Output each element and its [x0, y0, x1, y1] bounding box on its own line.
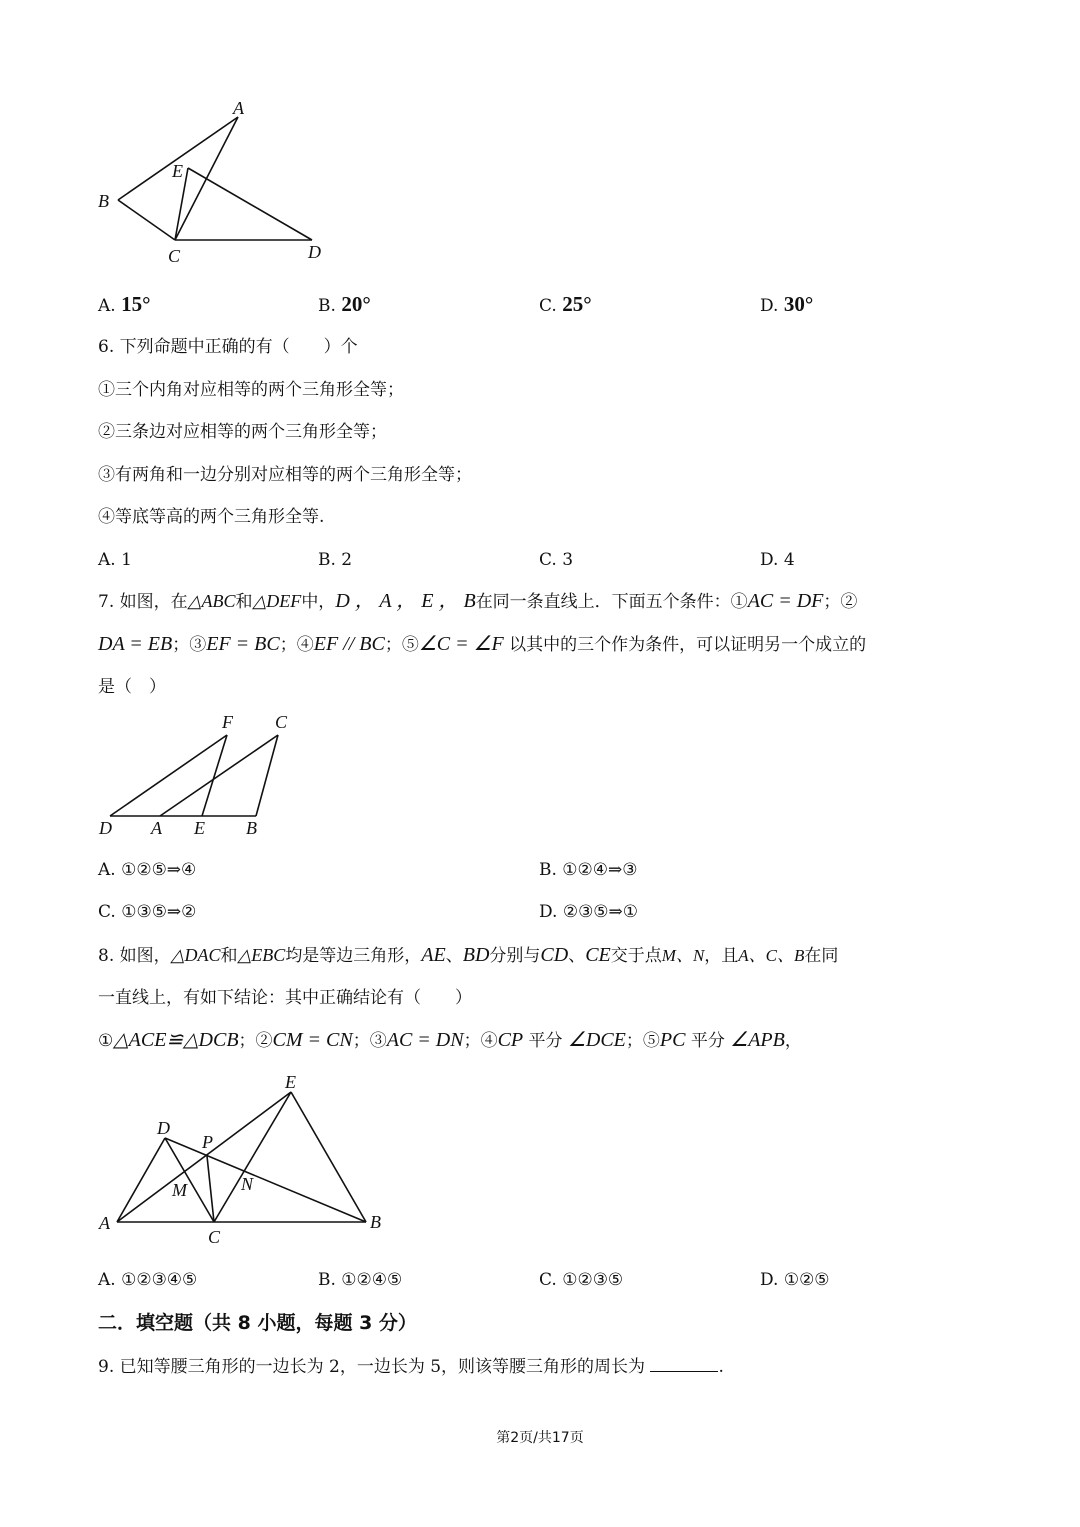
answer-blank[interactable] — [650, 1353, 718, 1372]
text: 、 — [445, 946, 463, 966]
label-D: D — [99, 818, 112, 838]
q6-item-2: ②三条边对应相等的两个三角形全等； — [98, 422, 387, 442]
q8-line-2: 一直线上，有如下结论：其中正确结论有（ ） — [98, 988, 472, 1008]
math: △ACE≌△DCB — [113, 1029, 239, 1051]
q8-line-1 — [98, 943, 838, 968]
text: ；③ — [352, 1031, 387, 1051]
q8-option-c[interactable]: C. ①②③⑤ — [539, 1270, 624, 1290]
q7-line-1 — [98, 589, 857, 614]
math: △DAC — [170, 945, 221, 965]
q6-option-c[interactable]: C. 3 — [539, 550, 574, 570]
option-letter: B. — [318, 296, 336, 316]
option-letter: D. — [760, 296, 779, 316]
label-N: N — [241, 1174, 254, 1194]
text: ；⑤ — [384, 635, 419, 655]
q6-option-a[interactable]: A. 1 — [98, 550, 132, 570]
math: △ABC — [187, 591, 236, 611]
q6-option-d[interactable]: D. 4 — [760, 550, 795, 570]
math: CP — [497, 1029, 524, 1051]
label-A: A — [99, 1213, 110, 1233]
option-letter: C. — [539, 296, 557, 316]
label-E: E — [172, 161, 183, 181]
text: ；③ — [172, 635, 207, 655]
text: 在同一条直线上．下面五个条件：① — [475, 592, 748, 612]
q5-option-c[interactable] — [539, 292, 592, 318]
label-C: C — [208, 1227, 221, 1247]
option-value: 30° — [783, 292, 814, 316]
math: M、N — [661, 946, 705, 965]
q7-line-3: 是（ ） — [98, 677, 166, 697]
label-F: F — [222, 712, 233, 732]
figure-parallel-triangles — [90, 708, 310, 840]
math: D ， A ， E ， B — [335, 590, 476, 612]
math: AC = DN — [386, 1029, 464, 1051]
math: ∠APB — [730, 1029, 785, 1051]
text: ， — [784, 1031, 802, 1051]
math: ∠C = ∠F — [418, 633, 504, 655]
q7-option-a[interactable]: A. ①②⑤⇒④ — [98, 860, 197, 880]
figure-equilateral-triangles — [90, 1068, 400, 1250]
label-A: A — [233, 98, 244, 118]
q8-option-b[interactable]: B. ①②④⑤ — [318, 1270, 403, 1290]
q6-item-3: ③有两角和一边分别对应相等的两个三角形全等； — [98, 465, 472, 485]
text: 7. 如图，在 — [98, 592, 188, 612]
q5-option-a[interactable] — [98, 292, 151, 318]
text: 中， — [301, 592, 336, 612]
math: EF = BC — [206, 633, 280, 655]
label-D: D — [308, 242, 321, 262]
label-C: C — [168, 246, 181, 266]
q8-option-d[interactable]: D. ①②⑤ — [760, 1270, 830, 1290]
math: CM = CN — [272, 1029, 353, 1051]
math: CD — [540, 944, 569, 966]
text: 分别与 — [489, 946, 541, 966]
math: CE — [585, 944, 611, 966]
q6-item-4: ④等底等高的两个三角形全等. — [98, 507, 325, 527]
option-value: 20° — [341, 292, 371, 316]
label-E: E — [285, 1072, 296, 1092]
option-value: 15° — [121, 292, 151, 316]
text: 和 — [235, 592, 253, 612]
q7-option-c[interactable]: C. ①③⑤⇒② — [98, 902, 197, 922]
text: 9. 已知等腰三角形的一边长为 2，一边长为 5，则该等腰三角形的周长为 — [98, 1357, 646, 1377]
text: 交于点 — [610, 946, 662, 966]
option-letter: A. — [98, 296, 116, 316]
label-B: B — [98, 191, 109, 211]
page-number: 第2页/共17页 — [496, 1430, 584, 1446]
math: EF // BC — [313, 633, 385, 655]
label-P: P — [202, 1132, 213, 1152]
text: 均是等边三角形， — [285, 946, 422, 966]
label-C: C — [275, 712, 288, 732]
q6-option-b[interactable]: B. 2 — [318, 550, 353, 570]
text: ；② — [823, 592, 858, 612]
text: 平分 — [528, 1031, 563, 1051]
text: 、 — [568, 946, 586, 966]
text: ；④ — [463, 1031, 498, 1051]
text: ，且 — [704, 946, 739, 966]
math: △DEF — [252, 591, 302, 611]
math: AC = DF — [747, 590, 824, 612]
q6-stem: 6. 下列命题中正确的有（ ）个 — [98, 337, 358, 357]
text: ；④ — [279, 635, 314, 655]
figure-triangle-abcde — [90, 92, 350, 272]
math: PC — [659, 1029, 686, 1051]
label-E: E — [194, 818, 205, 838]
label-A: A — [151, 818, 162, 838]
text: 在同 — [804, 946, 839, 966]
text: 8. 如图， — [98, 946, 171, 966]
text: 和 — [220, 946, 238, 966]
text: ；⑤ — [625, 1031, 660, 1051]
section-title: 二．填空题（共 8 小题，每题 3 分） — [98, 1312, 417, 1334]
math: △EBC — [237, 945, 286, 965]
q5-option-d[interactable] — [760, 292, 813, 318]
text: . — [718, 1357, 724, 1377]
q9-line — [98, 1353, 724, 1379]
q5-option-b[interactable] — [318, 292, 371, 318]
text: ① — [98, 1031, 114, 1051]
q8-line-3 — [98, 1028, 802, 1053]
q7-line-2 — [98, 632, 866, 657]
math: DA = EB — [98, 633, 173, 655]
q6-item-1: ①三个内角对应相等的两个三角形全等； — [98, 380, 404, 400]
math: ∠DCE — [567, 1029, 626, 1051]
q8-option-a[interactable]: A. ①②③④⑤ — [98, 1270, 198, 1290]
math: A、C、B — [738, 946, 805, 965]
text: 平分 — [690, 1031, 725, 1051]
label-M: M — [172, 1180, 187, 1200]
math: BD — [462, 944, 490, 966]
math: AE — [421, 944, 446, 966]
q7-option-d[interactable]: D. ②③⑤⇒① — [539, 902, 639, 922]
q7-option-b[interactable]: B. ①②④⇒③ — [539, 860, 638, 880]
label-B: B — [246, 818, 257, 838]
label-B: B — [370, 1212, 381, 1232]
option-value: 25° — [562, 292, 592, 316]
label-D: D — [157, 1118, 170, 1138]
text: ；② — [238, 1031, 273, 1051]
text: 以其中的三个作为条件，可以证明另一个成立的 — [509, 635, 867, 655]
